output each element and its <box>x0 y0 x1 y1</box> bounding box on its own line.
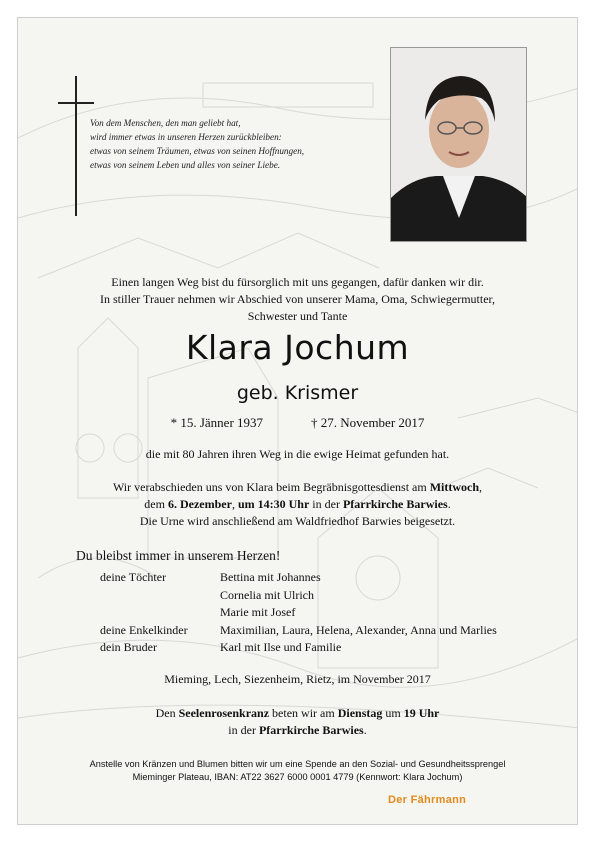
donation-line: Mieminger Plateau, IBAN: AT22 3627 6000 0001 4779 (Kennwort: Klara Jochum) <box>132 772 463 782</box>
poem-line: etwas von seinem Leben und alles von seiner Liebe. <box>90 160 281 170</box>
family-row: Cornelia mit Ulrich <box>220 587 314 602</box>
place-and-date: Mieming, Lech, Siezenheim, Rietz, im November 2017 <box>164 672 431 686</box>
family-row: dein Bruder Karl mit Ilse und Familie <box>100 640 342 654</box>
rosary-text <box>40 705 555 739</box>
birth-name: geb. Krismer <box>236 382 359 404</box>
death-date: † 27. November 2017 <box>311 415 425 430</box>
family-row: Marie mit Josef <box>220 605 296 619</box>
family-row: deine Töchter Bettina mit Johannes <box>100 570 321 584</box>
funeral-home-logo: Der Fährmann <box>388 794 467 806</box>
portrait-photo <box>390 47 527 242</box>
funeral-service-text <box>40 479 555 530</box>
service-line-1: Wir verabschieden uns von Klara beim Begräbnisgottesdienst am Mittwoch, <box>112 480 483 494</box>
service-line-2: dem 6. Dezember, um 14:30 Uhr in der Pfarrkirche Barwies. <box>144 497 451 511</box>
rosary-line-2: in der Pfarrkirche Barwies. <box>228 723 367 737</box>
portrait-image <box>391 48 527 242</box>
poem-line: Von dem Menschen, den man geliebt hat, <box>90 118 241 128</box>
service-line-3: Die Urne wird anschließend am Waldfriedhof Barwies beigesetzt. <box>139 514 456 528</box>
rosary-line-1: Den Seelenrosenkranz beten wir am Dienstag um 19 Uhr <box>155 706 440 720</box>
family-row: deine Enkelkinder Maximilian, Laura, Helena, Alexander, Anna und Marlies <box>100 622 497 637</box>
family-list <box>100 569 497 657</box>
poem-line: wird immer etwas in unseren Herzen zurückbleiben: <box>90 132 282 142</box>
intro-text <box>40 274 555 325</box>
poem-line: etwas von seinem Träumen, etwas von seinen Hoffnungen, <box>90 146 305 156</box>
intro-line: Einen langen Weg bist du fürsorglich mit uns gegangen, dafür danken wir dir. <box>111 275 484 289</box>
intro-line: Schwester und Tante <box>247 309 348 323</box>
donation-note <box>30 758 565 784</box>
age-statement: die mit 80 Jahren ihren Weg in die ewige Heimat gefunden hat. <box>145 447 450 461</box>
remembrance-heading: Du bleibst immer in unserem Herzen! <box>76 548 281 563</box>
birth-date: * 15. Jänner 1937 <box>170 415 264 430</box>
donation-line: Anstelle von Kränzen und Blumen bitten wir um eine Spende an den Sozial- und Gesundheitssprengel <box>89 759 506 769</box>
poem <box>90 116 390 172</box>
life-dates <box>40 415 555 431</box>
deceased-name: Klara Jochum <box>185 328 410 367</box>
cross-symbol <box>58 76 94 216</box>
intro-line: In stiller Trauer nehmen wir Abschied von unserer Mama, Oma, Schwiegermutter, <box>99 292 496 306</box>
